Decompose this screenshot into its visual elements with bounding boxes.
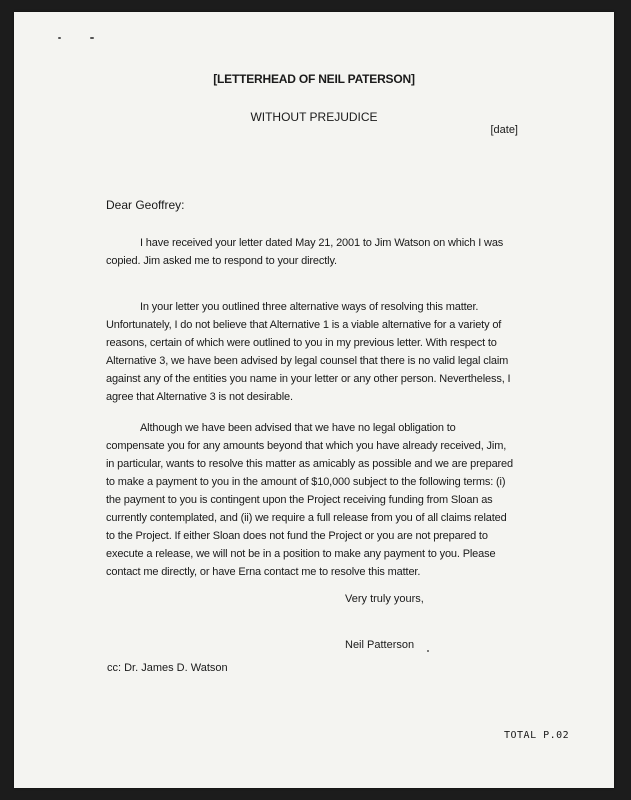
paragraph — [106, 419, 516, 581]
scan-speck — [90, 37, 94, 39]
scan-speck — [427, 650, 429, 652]
letter-page — [14, 12, 614, 788]
closing: Very truly yours, — [345, 593, 424, 605]
fax-page-total: TOTAL P.02 — [504, 730, 570, 741]
paragraph — [106, 234, 516, 270]
letterhead: [LETTERHEAD OF NEIL PATERSON] — [213, 72, 415, 86]
cc-line: cc: Dr. James D. Watson — [107, 662, 228, 674]
without-prejudice-heading: WITHOUT PREJUDICE — [250, 110, 378, 124]
paragraph-text: In your letter you outlined three alternative ways of resolving this matter. Unfortunately, I do not believe that Alternative 1 is a viable alternative for a variety of reasons, certain of which were outlined to you in my previous letter. With respect to Alternative 3, we have been advised by legal counsel that there is no valid legal claim against any of the entities you name in your letter or any other person. Nevertheless, I agree that Alternative 3 is not desirable. — [106, 301, 511, 403]
salutation: Dear Geoffrey: — [106, 198, 185, 212]
paragraph-text: I have received your letter dated May 21, 2001 to Jim Watson on which I was copied. Jim asked me to respond to your directly. — [106, 237, 504, 267]
date-placeholder: [date] — [490, 124, 518, 136]
scan-speck — [58, 37, 61, 39]
paragraph-text: Although we have been advised that we have no legal obligation to compensate you for any amounts beyond that which you have already received, Jim, in particular, wants to resolve this matter as amicably as possible and we are prepared to make a payment to you in the amount of $10,000 subject to the following terms: (i) the payment to you is contingent upon the Project receiving funding from Sloan as currently contemplated, and (ii) we require a full release from you of all claims related to the Project. If either Sloan does not fund the Project or you are not prepared to execute a release, we will not be in a position to make any payment to you. Please contact me directly, or have Erna contact me to resolve this matter. — [106, 422, 513, 578]
paragraph — [106, 298, 516, 406]
signer-name: Neil Patterson — [345, 639, 415, 651]
